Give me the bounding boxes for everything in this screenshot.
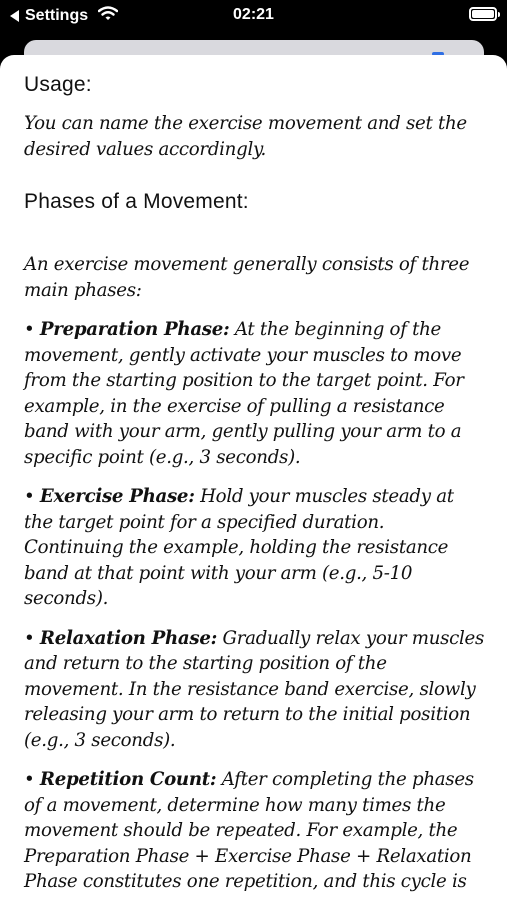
phase-title: Exercise Phase:: [39, 486, 195, 507]
phase-title: Repetition Count:: [39, 769, 217, 790]
phase-title: Preparation Phase:: [39, 319, 230, 340]
phase-item-repetition: [24, 767, 485, 895]
bullet: •: [24, 627, 35, 649]
phase-text: At the beginning of the movement, gently activate your muscles to move from the starting position to the target point. For example, in the exercise of pulling a resistance band with your arm, gently pulling your arm to a specific point (e.g., 3 seconds).: [24, 319, 464, 468]
phase-item-preparation: [24, 317, 485, 470]
bullet: •: [24, 769, 35, 790]
usage-text: You can name the exercise movement and set the desired values accordingly.: [24, 113, 467, 160]
phase-text: Hold your muscles steady at the target point for a specified duration. Continuing the example, holding the resistance band at that point with your arm (e.g., 5-10 seconds).: [24, 486, 454, 609]
sheet-content: [0, 55, 507, 895]
phase-item-exercise: [24, 484, 485, 612]
status-time: 02:21: [233, 6, 274, 23]
phase-title: Relaxation Phase:: [39, 627, 218, 649]
intro-text: An exercise movement generally consists of three main phases:: [24, 254, 470, 301]
phase-text: Gradually relax your muscles and return to the starting position of the movement. In the resistance band exercise, slowly releasing your arm to return to the initial position (e.g., 3 seconds).: [24, 627, 485, 751]
bullet: •: [24, 319, 35, 340]
usage-heading: Usage:: [24, 73, 92, 96]
back-label: Settings: [25, 7, 89, 24]
phase-text: After completing the phases of a movement, determine how many times the movement should be repeated. For example, the Preparation Phase + Exercise Phase + Relaxation Phase constitutes one repetition, and this cycle is: [24, 769, 474, 892]
bullet: •: [24, 486, 35, 507]
status-bar: [0, 0, 507, 32]
phase-item-relaxation: [24, 626, 485, 754]
battery-icon: [469, 7, 497, 21]
info-sheet[interactable]: [0, 55, 507, 900]
phases-heading: Phases of a Movement:: [24, 190, 249, 213]
